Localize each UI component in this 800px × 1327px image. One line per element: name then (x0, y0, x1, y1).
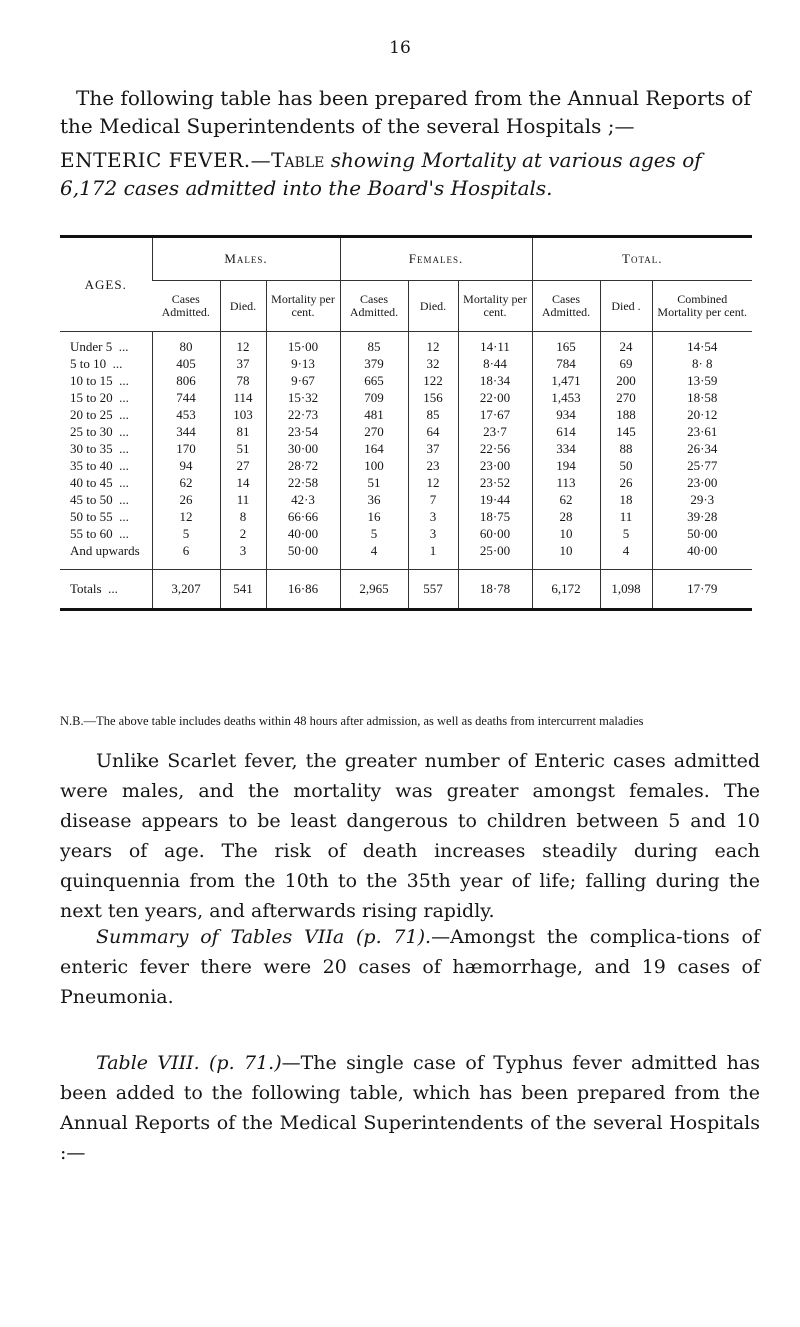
paragraph-complications-lead: Summary of Tables VIIa (p. 71). (96, 926, 432, 948)
age-label: Under 5 ... (70, 338, 129, 354)
females-died: 122 (408, 372, 458, 389)
total-cases: 28 (532, 508, 600, 525)
females-died: 37 (408, 440, 458, 457)
table-row (60, 542, 752, 570)
females-mortality: 14·11 (458, 332, 532, 356)
combined-mortality: 26·34 (652, 440, 752, 457)
combined-mortality: 23·00 (652, 474, 752, 491)
total-cases: 334 (532, 440, 600, 457)
total-died: 26 (600, 474, 652, 491)
age-label: 20 to 25 ... (70, 406, 129, 422)
females-cases: 85 (340, 332, 408, 356)
females-cases: 164 (340, 440, 408, 457)
age-label: 25 to 30 ... (70, 423, 129, 439)
total-died: 18 (600, 491, 652, 508)
males-mortality: 28·72 (266, 457, 340, 474)
females-died: 23 (408, 457, 458, 474)
males-cases: 744 (152, 389, 220, 406)
age-label: 50 to 55 ... (70, 508, 129, 524)
males-cases: 62 (152, 474, 220, 491)
females-mortality: 25·00 (458, 542, 532, 570)
paragraph-typhus-lead: Table VIII. (p. 71.) (96, 1052, 282, 1074)
females-mortality: 8·44 (458, 355, 532, 372)
table-row (60, 332, 752, 356)
males-mortality: 9·13 (266, 355, 340, 372)
total-died: 24 (600, 332, 652, 356)
females-mortality: 23·52 (458, 474, 532, 491)
total-header: Total. (532, 237, 752, 281)
totals-females-cases: 2,965 (340, 570, 408, 610)
females-cases: 665 (340, 372, 408, 389)
combined-mortality: 20·12 (652, 406, 752, 423)
footnote: N.B.—The above table includes deaths within 48 hours after admission, as well as deaths from intercurrent maladies (60, 714, 644, 728)
females-cases: 4 (340, 542, 408, 570)
heading-table-word: Table (271, 148, 325, 172)
females-died: 3 (408, 508, 458, 525)
combined-mortality-header: Combined Mortality per cent. (652, 281, 752, 332)
males-died: 78 (220, 372, 266, 389)
females-died: 12 (408, 474, 458, 491)
females-cases-header: Cases Admitted. (340, 281, 408, 332)
females-died: 3 (408, 525, 458, 542)
totals-males-mortality: 16·86 (266, 570, 340, 610)
total-died: 200 (600, 372, 652, 389)
females-died: 12 (408, 332, 458, 356)
totals-males-cases: 3,207 (152, 570, 220, 610)
mortality-table (60, 235, 752, 611)
page-number: 16 (389, 38, 411, 58)
males-died: 81 (220, 423, 266, 440)
males-cases: 453 (152, 406, 220, 423)
age-label: 15 to 20 ... (70, 389, 129, 405)
total-cases: 62 (532, 491, 600, 508)
males-cases: 94 (152, 457, 220, 474)
females-mortality: 19·44 (458, 491, 532, 508)
males-died: 27 (220, 457, 266, 474)
totals-total-cases: 6,172 (532, 570, 600, 610)
totals-total-died: 1,098 (600, 570, 652, 610)
total-died: 88 (600, 440, 652, 457)
females-cases: 51 (340, 474, 408, 491)
combined-mortality: 29·3 (652, 491, 752, 508)
total-died: 4 (600, 542, 652, 570)
total-died-header: Died . (600, 281, 652, 332)
total-cases: 1,453 (532, 389, 600, 406)
ages-header: AGES. (60, 237, 152, 332)
males-cases: 80 (152, 332, 220, 356)
females-mortality: 22·56 (458, 440, 532, 457)
total-died: 69 (600, 355, 652, 372)
males-died: 3 (220, 542, 266, 570)
combined-mortality: 8· 8 (652, 355, 752, 372)
females-cases: 36 (340, 491, 408, 508)
total-died: 11 (600, 508, 652, 525)
males-died: 14 (220, 474, 266, 491)
age-label: 10 to 15 ... (70, 372, 129, 388)
males-mortality: 9·67 (266, 372, 340, 389)
females-mortality: 18·75 (458, 508, 532, 525)
age-label: 40 to 45 ... (70, 474, 129, 490)
males-died: 114 (220, 389, 266, 406)
totals-females-mortality: 18·78 (458, 570, 532, 610)
total-cases: 1,471 (532, 372, 600, 389)
age-label: 55 to 60 ... (70, 525, 129, 541)
males-mortality: 66·66 (266, 508, 340, 525)
table-row (60, 406, 752, 423)
table-row (60, 372, 752, 389)
males-header: Males. (152, 237, 340, 281)
females-mortality: 17·67 (458, 406, 532, 423)
totals-males-died: 541 (220, 570, 266, 610)
females-cases: 379 (340, 355, 408, 372)
males-mortality: 30·00 (266, 440, 340, 457)
males-mortality: 50·00 (266, 542, 340, 570)
heading-title: showing Mortality at various ages of 6,172 cases admitted into the Board's Hospitals. (60, 148, 702, 200)
males-cases: 405 (152, 355, 220, 372)
combined-mortality: 40·00 (652, 542, 752, 570)
total-cases: 614 (532, 423, 600, 440)
females-mortality: 60·00 (458, 525, 532, 542)
males-mortality: 15·32 (266, 389, 340, 406)
males-mortality: 42·3 (266, 491, 340, 508)
females-mortality: 23·00 (458, 457, 532, 474)
females-cases: 270 (340, 423, 408, 440)
paragraph-complications (60, 922, 760, 1012)
females-mortality: 23·7 (458, 423, 532, 440)
females-mortality: 18·34 (458, 372, 532, 389)
total-cases: 194 (532, 457, 600, 474)
females-mortality: 22·00 (458, 389, 532, 406)
males-died: 51 (220, 440, 266, 457)
age-label: 35 to 40 ... (70, 457, 129, 473)
table-row (60, 491, 752, 508)
females-died: 1 (408, 542, 458, 570)
combined-mortality: 18·58 (652, 389, 752, 406)
males-died: 11 (220, 491, 266, 508)
males-cases: 170 (152, 440, 220, 457)
females-died: 85 (408, 406, 458, 423)
total-cases: 10 (532, 525, 600, 542)
males-cases: 6 (152, 542, 220, 570)
males-cases: 12 (152, 508, 220, 525)
total-cases: 113 (532, 474, 600, 491)
males-mortality: 15·00 (266, 332, 340, 356)
males-cases-header: Cases Admitted. (152, 281, 220, 332)
table-row (60, 508, 752, 525)
females-died: 32 (408, 355, 458, 372)
females-cases: 16 (340, 508, 408, 525)
females-died-header: Died. (408, 281, 458, 332)
age-label: 30 to 35 ... (70, 440, 129, 456)
females-cases: 5 (340, 525, 408, 542)
total-died: 50 (600, 457, 652, 474)
age-label: And upwards (70, 542, 140, 558)
combined-mortality: 23·61 (652, 423, 752, 440)
total-died: 145 (600, 423, 652, 440)
intro-paragraph: The following table has been prepared from the Annual Reports of the Medical Superintendents of the several Hospitals ;— (60, 86, 751, 138)
combined-mortality: 14·54 (652, 332, 752, 356)
combined-mortality: 50·00 (652, 525, 752, 542)
males-died: 37 (220, 355, 266, 372)
males-mortality: 23·54 (266, 423, 340, 440)
females-cases: 481 (340, 406, 408, 423)
males-cases: 806 (152, 372, 220, 389)
table-row (60, 389, 752, 406)
age-label: 45 to 50 ... (70, 491, 129, 507)
table-row (60, 440, 752, 457)
totals-females-died: 557 (408, 570, 458, 610)
females-died: 64 (408, 423, 458, 440)
females-cases: 100 (340, 457, 408, 474)
total-cases: 165 (532, 332, 600, 356)
males-mortality-header: Mortality per cent. (266, 281, 340, 332)
paragraph-mortality-summary: Unlike Scarlet fever, the greater number of Enteric cases admitted were males, and the mortality was greater amongst females. The disease appears to be least dangerous to children between 5 and 10 years of age. The risk of death increases steadily during each quinquennia from the 10th to the 35th year of life; falling during the next ten years, and afterwards rising rapidly. (60, 750, 760, 922)
totals-row (60, 570, 752, 610)
males-mortality: 22·58 (266, 474, 340, 491)
males-died: 8 (220, 508, 266, 525)
males-died: 2 (220, 525, 266, 542)
table-row (60, 355, 752, 372)
paragraph-complications-text: —Amongst the complica-tions of enteric fever there were 20 cases of hæmorrhage, and 19 cases of Pneumonia. (60, 926, 761, 1008)
males-died: 103 (220, 406, 266, 423)
table-row (60, 423, 752, 440)
table-row (60, 525, 752, 542)
table-heading (60, 146, 760, 202)
paragraph-typhus (60, 1048, 760, 1168)
males-cases: 5 (152, 525, 220, 542)
males-cases: 26 (152, 491, 220, 508)
paragraph-typhus-text: —The single case of Typhus fever admitted has been added to the following table, which has been prepared from the Annual Reports of the Medical Superintendents of the several Hospitals :— (60, 1052, 760, 1164)
age-label: 5 to 10 ... (70, 355, 123, 371)
combined-mortality: 13·59 (652, 372, 752, 389)
total-cases: 934 (532, 406, 600, 423)
total-died: 270 (600, 389, 652, 406)
females-mortality-header: Mortality per cent. (458, 281, 532, 332)
combined-mortality: 39·28 (652, 508, 752, 525)
total-died: 5 (600, 525, 652, 542)
males-cases: 344 (152, 423, 220, 440)
table-row (60, 474, 752, 491)
totals-combined-mortality: 17·79 (652, 570, 752, 610)
females-header: Females. (340, 237, 532, 281)
heading-lead: ENTERIC FEVER.— (60, 148, 272, 172)
females-died: 156 (408, 389, 458, 406)
females-cases: 709 (340, 389, 408, 406)
males-mortality: 40·00 (266, 525, 340, 542)
males-died-header: Died. (220, 281, 266, 332)
total-cases: 784 (532, 355, 600, 372)
males-mortality: 22·73 (266, 406, 340, 423)
males-died: 12 (220, 332, 266, 356)
table-body (60, 332, 752, 610)
total-cases: 10 (532, 542, 600, 570)
females-died: 7 (408, 491, 458, 508)
table-row (60, 457, 752, 474)
totals-label: Totals ... (60, 570, 152, 610)
total-died: 188 (600, 406, 652, 423)
total-cases-header: Cases Admitted. (532, 281, 600, 332)
combined-mortality: 25·77 (652, 457, 752, 474)
